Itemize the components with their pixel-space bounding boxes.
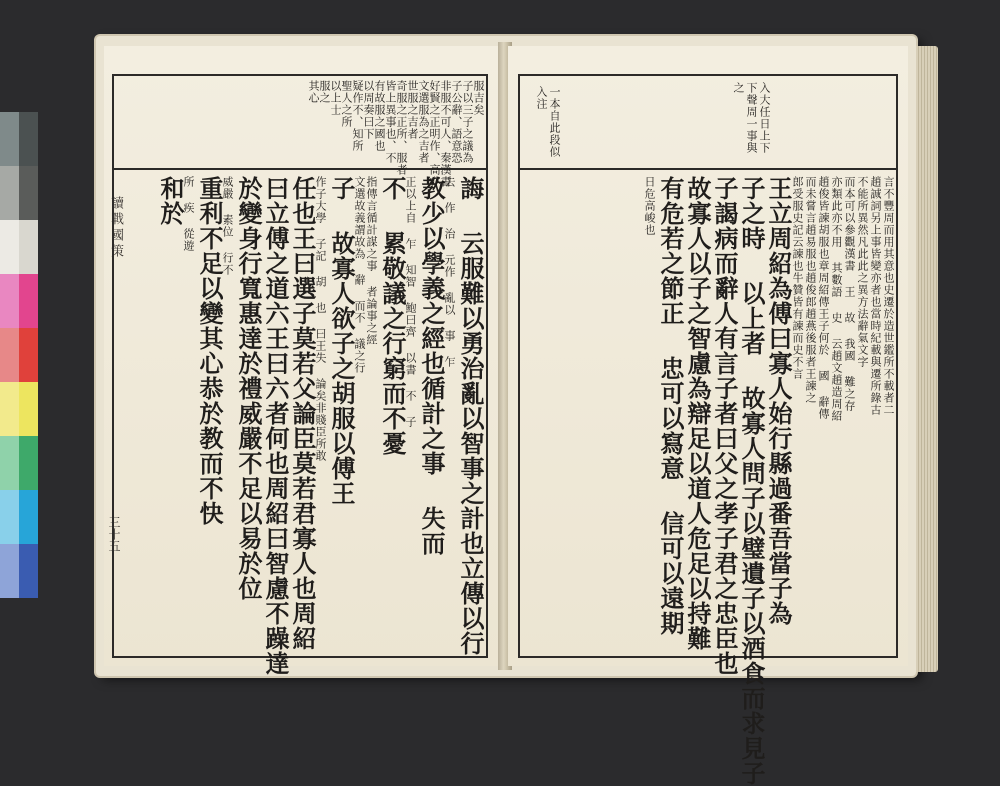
left-page-number: 三十五 <box>107 516 121 552</box>
text-column: 重利不足以變其心恭於教而不快 <box>195 176 224 526</box>
text-column: 不 累敬議之行窮而不憂 <box>378 176 407 456</box>
text-column: 日危高峻也 <box>643 176 656 236</box>
color-swatch <box>19 436 38 490</box>
text-column: 一本自此段似 <box>548 86 561 158</box>
left-spine-title: 讀戰國策 <box>108 196 123 260</box>
text-column: 文選故義謂故為 辭 而不 議之行 <box>353 176 366 374</box>
color-swatch-row <box>0 544 38 598</box>
color-swatch <box>19 166 38 220</box>
text-column: 於變身行寬惠達於禮威嚴不足以易於位 <box>234 176 263 601</box>
color-swatch <box>0 436 19 490</box>
color-calibration-bar <box>0 112 38 598</box>
color-swatch-row <box>0 382 38 436</box>
text-column: 之 <box>732 82 745 94</box>
color-swatch <box>0 166 19 220</box>
text-column: 子以三子之議為 <box>461 80 474 164</box>
left-page <box>104 46 502 676</box>
text-column: 亦類此亦不用 其數語 史 云趙文趙造周紹 <box>830 176 843 422</box>
text-column: 教少以學義之經也循計之事 失而 <box>417 176 446 556</box>
text-column: 威嚴 素位 行不 <box>221 176 234 276</box>
text-column: 任也王曰選子莫若父論臣莫若君寡人也周紹 <box>288 176 317 651</box>
right-page <box>508 46 908 786</box>
text-column: 疑作不、知所 <box>351 80 364 152</box>
text-column: 聖人之所 <box>340 80 353 128</box>
text-column: 作子大學 子記 胡 也 曰王失 論矣非賤臣所敢 <box>314 176 327 462</box>
color-swatch <box>0 220 19 274</box>
page-edges <box>916 46 938 672</box>
text-column: 曰立傅之道六王曰六者何也周紹曰智慮不躁達 <box>261 176 290 676</box>
color-swatch <box>19 544 38 598</box>
text-column: 去 作 治 元作 亂以 事 乍 <box>443 176 456 368</box>
text-column: 下聲周一事與 <box>745 82 758 154</box>
text-column: 其心 <box>307 80 320 104</box>
text-column: 誨 云服難以勇治亂以智事之計也立傳以行 <box>456 176 485 656</box>
text-column: 而本可以參觀漢書 王 故 我國 難之存 <box>843 176 856 412</box>
text-column: 入注 <box>535 86 548 110</box>
text-column: 和於 <box>156 176 185 226</box>
color-swatch <box>0 382 19 436</box>
text-column: 不能所異然凡此此之異方法辭氣文字 <box>856 176 869 368</box>
text-column: 文選服為之吉者 <box>417 80 430 164</box>
color-swatch <box>19 328 38 382</box>
color-swatch-row <box>0 166 38 220</box>
color-swatch <box>19 382 38 436</box>
color-swatch <box>0 112 19 166</box>
text-column: 趙誠詞另上事皆變亦者也當時紀載與遷所錄古 <box>869 176 882 416</box>
text-column: 奇服之正所、服者 <box>395 80 408 176</box>
color-swatch <box>19 112 38 166</box>
text-column: 有故服之國也 <box>373 80 386 152</box>
text-column: 世服之吉者 <box>406 80 419 140</box>
text-column: 正以上自 乍 知智 鮑曰齊 以書 不 子 <box>404 176 417 428</box>
text-column: 而未嘗言趙易服也趙俊郎趙燕後服者王諫之 <box>804 176 817 404</box>
text-column: 以周奏曰下 <box>362 80 375 140</box>
text-column: 以上士 <box>329 80 342 116</box>
color-swatch <box>19 490 38 544</box>
text-column: 郎受服史記云諫也牛贊皆有諫而史不言 <box>791 176 804 380</box>
text-column: 指傳言循計謀之事 者論事之經 <box>365 176 378 346</box>
text-column: 趙俊皆諫胡服也章周紹傳王子何於 國 辭傳 <box>817 176 830 420</box>
text-column: 非服不可人、秦漢書 <box>439 80 452 188</box>
text-column: 服吉矣 <box>472 80 485 116</box>
color-swatch-row <box>0 328 38 382</box>
open-book <box>96 36 916 786</box>
color-swatch-row <box>0 490 38 544</box>
text-column: 入大任日上下 <box>758 82 771 154</box>
right-text-frame <box>518 74 898 786</box>
text-column: 所 疾 從遊 <box>182 176 195 252</box>
text-column: 子公辭、語意恐 <box>450 80 463 164</box>
color-swatch <box>0 544 19 598</box>
color-swatch <box>0 328 19 382</box>
text-column: 有危若之節正 忠可以寫意 信可以遠期 <box>656 176 685 636</box>
right-header-box <box>520 76 896 170</box>
color-swatch-row <box>0 436 38 490</box>
text-column: 子之時 以上者 故寡人問子以璧遺子以酒食而求見子 <box>737 176 766 786</box>
color-swatch <box>19 220 38 274</box>
text-column: 王立周紹為傅曰寡人始行縣過番吾當子為 <box>764 176 793 626</box>
color-swatch-row <box>0 112 38 166</box>
text-column: 故寡人以子之智慮為辯足以道人危足以持難 <box>683 176 712 651</box>
text-column: 言不豐周而用其意也史遷於造世鑑所不載者二 <box>882 176 895 416</box>
color-swatch-row <box>0 274 38 328</box>
color-swatch <box>19 274 38 328</box>
text-column: 子謁病而辭人有言子者曰父之孝子君之忠臣也 <box>710 176 739 676</box>
text-column: 好賢之正明作、高亦 <box>428 80 441 188</box>
left-text-frame <box>112 74 488 676</box>
text-column: 皆上異事也、不 <box>384 80 397 164</box>
color-swatch <box>0 490 19 544</box>
color-swatch <box>0 274 19 328</box>
text-column: 服之 <box>318 80 331 104</box>
color-swatch-row <box>0 220 38 274</box>
text-column: 子 故寡人欲子之胡服以傅王 <box>327 176 356 506</box>
